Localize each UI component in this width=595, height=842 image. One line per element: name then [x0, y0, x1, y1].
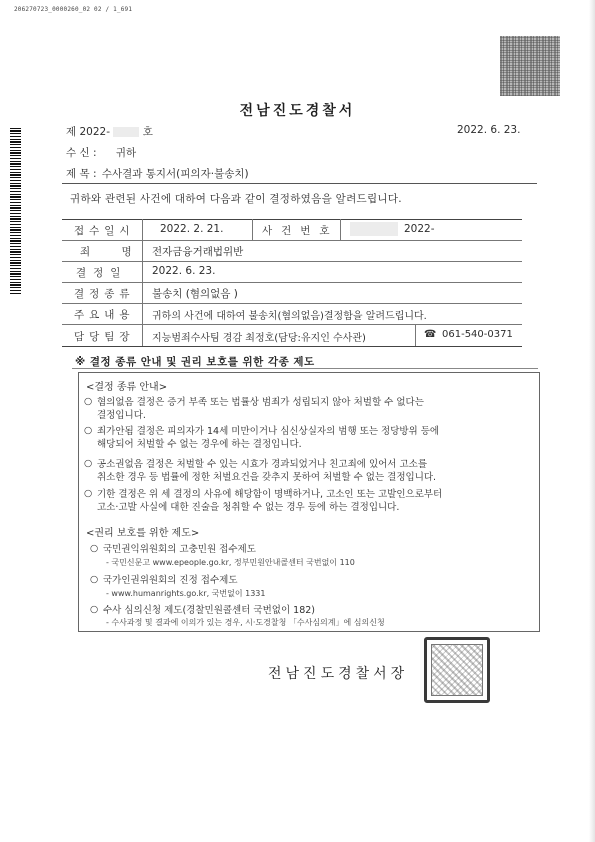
rights-heading: <권리 보호를 위한 제도> — [86, 528, 200, 539]
divider — [62, 183, 537, 184]
content-label: 주요내용 — [74, 309, 135, 321]
decision-date-label: 결정일 — [76, 267, 128, 279]
table-border-bottom — [62, 346, 522, 347]
table-row-line — [62, 282, 522, 283]
section-title: ※ 결정 종류 안내 및 권리 보호를 위한 각종 제도 — [75, 356, 315, 368]
table-column-line — [252, 219, 253, 240]
received-date-label: 접수일시 — [74, 225, 135, 237]
table-row-line — [62, 240, 522, 241]
intro-text: 귀하와 관련된 사건에 대하여 다음과 같이 결정하였음을 알려드립니다. — [70, 193, 402, 205]
table-column-line — [142, 219, 143, 346]
divider — [72, 368, 538, 369]
case-number-label: 사건번호 — [262, 225, 339, 237]
decision-type-label: 결정종류 — [74, 288, 135, 300]
rights-item-title: 국가인권위원회의 진정 접수제도 — [103, 575, 238, 586]
page-title: 전남진도경찰서 — [239, 103, 356, 119]
guide-item-line: 고소·고발 사실에 대한 진술을 청취할 수 없는 경우 등에 하는 결정입니다. — [97, 502, 400, 513]
phone-value: 061-540-0371 — [442, 329, 513, 340]
phone-icon: ☎ — [424, 329, 437, 340]
recipient-value: 귀하 — [115, 147, 137, 159]
charge-label: 죄 명 — [80, 246, 146, 258]
qr-code-image — [500, 36, 560, 96]
rights-item-title: 수사 심의신청 제도(경찰민원콜센터 국번없이 182) — [103, 605, 315, 616]
subject-value: 수사결과 통지서(피의자·불송치) — [101, 168, 249, 180]
table-column-line — [415, 324, 416, 346]
table-row-line — [62, 324, 522, 325]
decision-type-value: 불송치 (혐의없음 ) — [152, 288, 238, 300]
guide-item-line: 기한 결정은 위 세 결정의 사유에 해당함이 명백하거나, 고소인 또는 고발인으로부터 — [97, 489, 443, 500]
bullet-icon: ○ — [90, 604, 99, 615]
guide-item — [97, 458, 436, 484]
barcode-image — [10, 128, 21, 294]
bullet-icon: ○ — [84, 458, 93, 469]
charge-value: 전자금융거래법위반 — [152, 246, 244, 258]
officer-label: 담당팀장 — [74, 331, 135, 343]
guide-item — [97, 488, 442, 514]
doc-date: 2022. 6. 23. — [457, 124, 521, 136]
guide-item-line: 죄가안됨 결정은 피의자가 14세 미만이거나 심신상실자의 범행 또는 정당방위 등에 — [97, 426, 440, 437]
rights-item-detail: - 국민신문고 www.epeople.go.kr, 정부민원안내콜센터 국번없이 110 — [106, 558, 355, 567]
guide-item — [97, 396, 424, 422]
decision-date-value: 2022. 6. 23. — [152, 265, 216, 277]
guide-item — [97, 425, 439, 451]
decision-guide-heading: <결정 종류 안내> — [86, 382, 168, 393]
doc-number — [66, 124, 153, 139]
bullet-icon: ○ — [90, 543, 99, 554]
officer-value: 지능범죄수사팀 경감 최정호(담당:유지인 수사관) — [152, 333, 366, 344]
recipient-label: 수 신 : — [66, 147, 97, 159]
guide-item-line: 공소권없음 결정은 처벌할 수 있는 시효가 경과되었거나 친고죄에 있어서 고소를 — [97, 459, 428, 470]
guide-item-line: 취소한 경우 등 법률에 정한 처벌요건을 갖추지 못하여 처벌할 수 없는 결정입니다. — [97, 472, 437, 483]
seal-pattern — [431, 644, 483, 696]
signature-issuer: 전남진도경찰서장 — [268, 666, 409, 682]
guide-item-line: 결정입니다. — [97, 410, 146, 421]
bullet-icon: ○ — [84, 425, 93, 436]
bullet-icon: ○ — [84, 396, 93, 407]
document-id: 206270723_0000260_02 02 / 1_691 — [14, 6, 133, 13]
rights-item-detail: - www.humanrights.go.kr, 국번없이 1331 — [106, 589, 266, 598]
bullet-icon: ○ — [90, 574, 99, 585]
table-row-line — [62, 261, 522, 262]
table-border-top — [62, 219, 522, 220]
doc-number-label: 제 2022- — [66, 126, 110, 138]
recipient-line — [66, 145, 136, 160]
official-seal-image — [424, 637, 490, 703]
bullet-icon: ○ — [84, 488, 93, 499]
rights-item-detail: - 수사과정 및 결과에 이의가 있는 경우, 시·도경찰청 「수사심의계」에 심의신청 — [106, 618, 385, 627]
redacted-block — [113, 127, 139, 137]
guide-item-line: 해당되어 처벌할 수 없는 경우에 하는 결정입니다. — [97, 439, 302, 450]
guide-item-line: 혐의없음 결정은 증거 부족 또는 법률상 범죄가 성립되지 않아 처벌할 수 없다는 — [97, 397, 424, 408]
content-value: 귀하의 사건에 대하여 불송치(혐의없음)결정함을 알려드립니다. — [152, 311, 427, 322]
subject-line — [66, 166, 249, 181]
page-edge-shadow — [589, 0, 595, 842]
table-row-line — [62, 303, 522, 304]
subject-label: 제 목 : — [66, 168, 97, 180]
case-number-value: 2022- — [404, 223, 435, 235]
received-date-value: 2022. 2. 21. — [160, 223, 224, 235]
table-column-line — [340, 219, 341, 240]
rights-item-title: 국민권익위원회의 고충민원 접수제도 — [103, 544, 256, 555]
redacted-block — [350, 222, 398, 236]
doc-number-suffix: 호 — [142, 126, 153, 138]
